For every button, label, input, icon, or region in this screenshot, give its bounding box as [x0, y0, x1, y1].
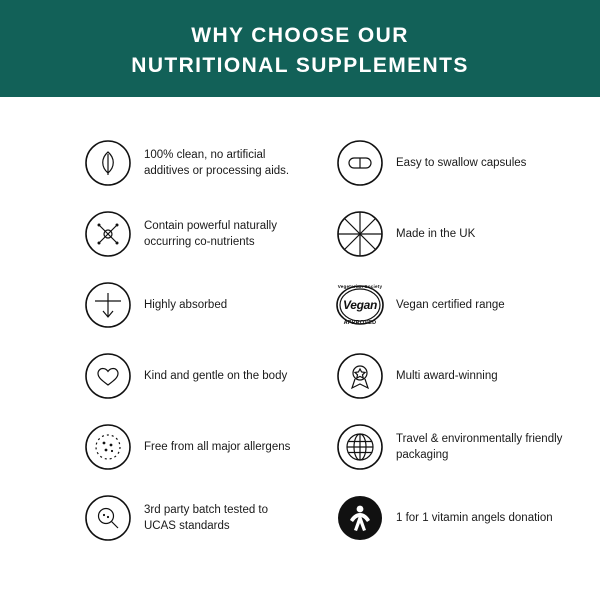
header-title-line2: NUTRITIONAL SUPPLEMENTS [131, 53, 469, 77]
feature-label: Vegan certified range [396, 298, 505, 311]
feature-item [336, 482, 600, 553]
feature-label: Free from all major allergens [144, 440, 291, 453]
vitamin-angels-icon [336, 494, 384, 542]
capsule-icon [336, 139, 384, 187]
feature-item [84, 411, 300, 482]
header-title-line1: WHY CHOOSE OUR [191, 23, 409, 47]
feature-item [336, 411, 600, 482]
magnifier-test-icon [84, 494, 132, 542]
feature-label: 3rd party batch tested to UCAS standards [144, 503, 269, 532]
feature-label: Multi award-winning [396, 369, 498, 382]
feature-item [84, 127, 300, 198]
feature-label: 1 for 1 vitamin angels donation [396, 511, 553, 524]
globe-icon [336, 423, 384, 471]
feature-item [336, 340, 600, 411]
features-section [0, 97, 600, 600]
vegan-approved-text: APPROVED [343, 319, 377, 326]
feature-label: Easy to swallow capsules [396, 156, 527, 169]
absorption-arrow-icon [84, 281, 132, 329]
leaf-in-circle-icon [84, 139, 132, 187]
feature-item [84, 482, 300, 553]
feature-label: Travel & environmentally friendly packaging [396, 432, 563, 461]
feature-item [336, 127, 600, 198]
vegan-word-text: Vegan [342, 297, 378, 312]
features-column-right [300, 127, 600, 553]
feature-item [336, 198, 600, 269]
co-nutrients-icon [84, 210, 132, 258]
feature-item [84, 269, 300, 340]
feature-label: Contain powerful naturally occurring co-nutrients [144, 219, 277, 248]
features-columns [0, 127, 600, 553]
heart-icon [84, 352, 132, 400]
feature-label: Kind and gentle on the body [144, 369, 288, 382]
feature-label: Made in the UK [396, 227, 476, 240]
feature-item [336, 269, 600, 340]
award-rosette-icon [336, 352, 384, 400]
header-banner [0, 0, 600, 97]
feature-label: Highly absorbed [144, 298, 228, 311]
allergen-free-icon [84, 423, 132, 471]
vegan-top-text: Vegetarian Society [337, 283, 383, 289]
feature-item [84, 198, 300, 269]
union-jack-icon [336, 210, 384, 258]
vegan-approved-icon [336, 281, 384, 329]
feature-item [84, 340, 300, 411]
feature-label: 100% clean, no artificial additives or processing aids. [144, 148, 290, 177]
features-column-left [0, 127, 300, 553]
